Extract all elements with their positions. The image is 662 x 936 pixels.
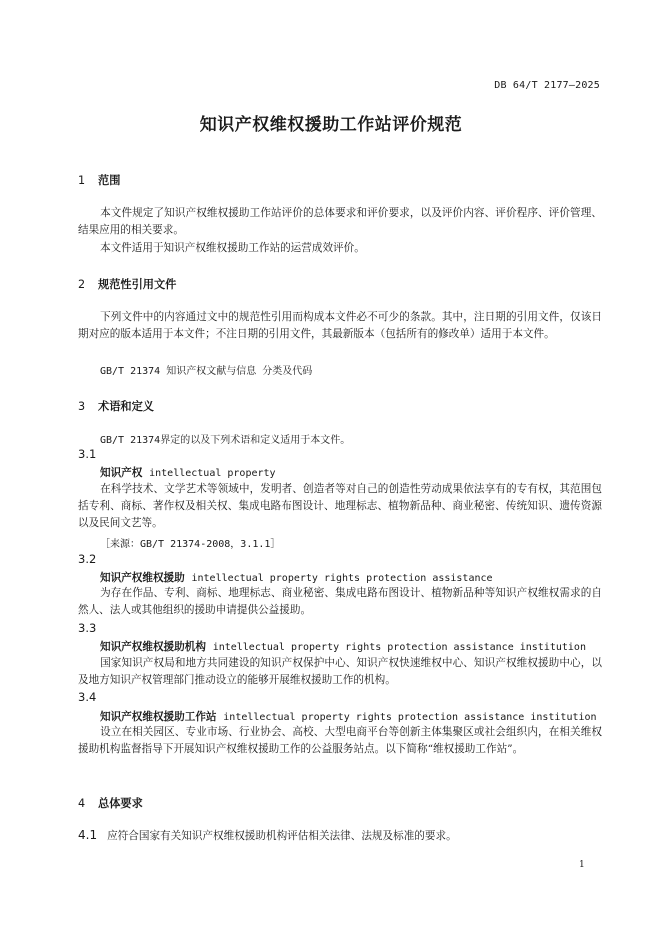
document-title: 知识产权维权援助工作站评价规范 <box>199 115 463 135</box>
term-source: ［来源：GB/T 21374-2008，3.1.1］ <box>100 539 281 550</box>
term-chinese: 知识产权维权援助 <box>100 572 185 584</box>
term-definition <box>78 585 602 619</box>
term-number: 3.1 <box>78 447 97 461</box>
term-definition <box>78 655 602 689</box>
section-number: 1 <box>78 174 86 187</box>
section-1-heading <box>78 172 120 188</box>
term-chinese: 知识产权维权援助工作站 <box>100 711 217 723</box>
section-1-paragraph-1 <box>78 205 602 239</box>
requirement-number: 4.1 <box>78 828 98 842</box>
section-title: 规范性引用文件 <box>98 278 177 291</box>
section-2-heading <box>78 276 176 292</box>
term-chinese: 知识产权 <box>100 467 143 479</box>
section-2-paragraph-1 <box>78 309 602 343</box>
term-english: intellectual property rights protection assistance institution <box>212 642 586 653</box>
requirement-item <box>78 828 457 843</box>
term-definition <box>78 724 602 758</box>
definition-text: 国家知识产权局和地方共同建设的知识产权保护中心、知识产权快速维权中心、知识产权维权援助中心，以及地方知识产权管理部门推动设立的能够开展维权援助工作的机构。 <box>78 657 602 687</box>
term-number: 3.2 <box>78 552 97 566</box>
document-code: DB 64/T 2177—2025 <box>494 80 600 91</box>
page-number: 1 <box>579 860 585 870</box>
definition-text: 为存在作品、专利、商标、地理标志、商业秘密、集成电路布图设计、植物新品种等知识产权维权需求的自然人、法人或其他组织的援助申请提供公益援助。 <box>78 587 602 617</box>
paragraph-text: 本文件规定了知识产权维权援助工作站评价的总体要求和评价要求，以及评价内容、评价程序、评价管理、结果应用的相关要求。 <box>78 207 602 237</box>
normative-reference: GB/T 21374 知识产权文献与信息 分类及代码 <box>100 366 313 377</box>
term-title <box>100 570 493 585</box>
term-number: 3.4 <box>78 690 97 704</box>
section-title: 范围 <box>98 174 121 187</box>
term-english: intellectual property rights protection assistance <box>191 573 493 584</box>
term-title <box>100 639 586 654</box>
term-english: intellectual property rights protection assistance institution <box>223 712 597 723</box>
paragraph-text: 下列文件中的内容通过文中的规范性引用而构成本文件必不可少的条款。其中，注日期的引用文件，仅该日期对应的版本适用于本文件；不注日期的引用文件，其最新版本（包括所有的修改单）适用于本文件。 <box>78 311 602 341</box>
section-title: 总体要求 <box>98 797 143 810</box>
definition-text: 设立在相关园区、专业市场、行业协会、高校、大型电商平台等创新主体集聚区或社会组织内，在相关维权援助机构监督指导下开展知识产权维权援助工作的公益服务站点。以下简称“维权援助工作站”。 <box>78 726 602 756</box>
term-title <box>100 709 597 724</box>
term-title <box>100 465 276 480</box>
section-3-heading <box>78 398 154 414</box>
definition-text: 在科学技术、文学艺术等领域中，发明者、创造者等对自己的创造性劳动成果依法享有的专有权，其范围包括专利、商标、著作权及相关权、集成电路布图设计、地理标志、植物新品种、商业秘密、传统知识、遗传资源以及民间文艺等。 <box>78 483 602 530</box>
section-4-heading <box>78 795 143 811</box>
section-number: 2 <box>78 278 86 291</box>
term-number: 3.3 <box>78 621 97 635</box>
section-title: 术语和定义 <box>98 400 154 413</box>
requirement-text: 应符合国家有关知识产权维权援助机构评估相关法律、法规及标准的要求。 <box>107 830 457 842</box>
term-definition <box>78 481 602 533</box>
term-english: intellectual property <box>149 468 276 479</box>
section-number: 3 <box>78 400 86 413</box>
section-1-paragraph-2: 本文件适用于知识产权维权援助工作站的运营成效评价。 <box>100 242 365 254</box>
section-3-intro: GB/T 21374界定的以及下列术语和定义适用于本文件。 <box>100 435 351 446</box>
term-chinese: 知识产权维权援助机构 <box>100 641 206 653</box>
section-number: 4 <box>78 797 86 810</box>
